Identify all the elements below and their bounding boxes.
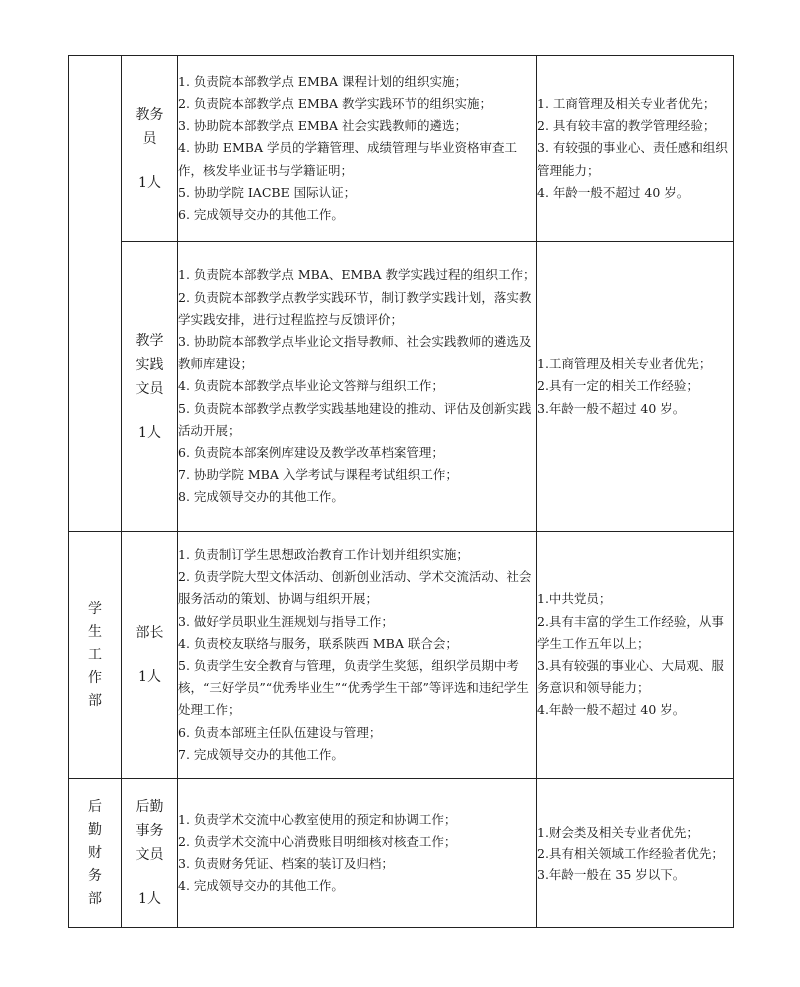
requirement-item: 2. 具有较丰富的教学管理经验； xyxy=(537,118,716,134)
requirements-cell xyxy=(537,56,734,242)
table-row xyxy=(69,532,734,779)
duty-item: 3. 做好学员职业生涯规划与指导工作； xyxy=(178,613,394,629)
requirements-cell xyxy=(537,532,734,779)
duty-item: 3. 负责财务凭证、档案的装订及归档； xyxy=(178,856,394,871)
table-row xyxy=(69,779,734,928)
headcount: 1人 xyxy=(138,424,161,441)
requirement-item: 3.年龄一般在 35 岁以下。 xyxy=(537,866,686,882)
duties-cell xyxy=(178,242,537,532)
duties-cell xyxy=(178,779,537,928)
requirement-item: 3. 有较强的事业心、责任感和组织管理能力； xyxy=(537,140,728,178)
requirement-item: 3.具有较强的事业心、大局观、服务意识和领导能力； xyxy=(537,658,724,696)
duty-item: 5. 负责学生安全教育与管理，负责学生奖惩，组织学员期中考核，“三好学员”“优秀毕业生”“优秀学生干部”等评选和违纪学生处理工作； xyxy=(178,658,529,718)
duty-item: 3. 协助院本部教学点毕业论文指导教师、社会实践教师的遴选及教师库建设； xyxy=(178,333,532,372)
department-cell xyxy=(69,56,122,532)
requirement-item: 2.具有一定的相关工作经验； xyxy=(537,378,699,394)
headcount: 1人 xyxy=(138,891,161,907)
requirements-cell xyxy=(537,242,734,532)
position-name: 部长 xyxy=(135,625,164,641)
duty-item: 5. 负责院本部教学点教学实践基地建设的推动、评估及创新实践活动开展； xyxy=(178,400,532,438)
duties-cell xyxy=(178,56,537,242)
requirement-item: 1. 工商管理及相关专业者优先； xyxy=(537,95,716,111)
requirement-item: 4. 年龄一般不超过 40 岁。 xyxy=(537,184,690,200)
department-name: 学生工作部 xyxy=(88,600,102,709)
duty-item: 2. 负责院本部教学点 EMBA 教学实践环节的组织实施； xyxy=(178,95,492,111)
requirement-item: 1.工商管理及相关专业者优先； xyxy=(537,356,712,372)
position-name: 教学实践文员 xyxy=(135,332,164,397)
duty-item: 4. 负责校友联络与服务，联系陕西 MBA 联合会； xyxy=(178,635,458,651)
duty-item: 4. 完成领导交办的其他工作。 xyxy=(178,878,344,894)
department-cell xyxy=(69,779,122,928)
department-name: 后勤财务部 xyxy=(88,798,102,907)
duty-item: 1. 负责院本部教学点 MBA、EMBA 教学实践过程的组织工作； xyxy=(178,267,536,283)
duty-item: 3. 协助院本部教学点 EMBA 社会实践教师的遴选； xyxy=(178,118,467,134)
requirements-cell xyxy=(537,779,734,928)
position-name: 教务员 xyxy=(135,106,164,147)
position-cell xyxy=(122,56,178,242)
duty-item: 5. 协助学院 IACBE 国际认证； xyxy=(178,184,357,200)
duty-item: 8. 完成领导交办的其他工作。 xyxy=(178,489,344,505)
duty-item: 1. 负责院本部教学点 EMBA 课程计划的组织实施； xyxy=(178,73,467,89)
duty-item: 2. 负责院本部教学点教学实践环节，制订教学实践计划，落实教学实践安排，进行过程监控与反馈评价； xyxy=(178,289,532,327)
recruitment-table xyxy=(68,55,734,928)
duty-item: 6. 负责本部班主任队伍建设与管理； xyxy=(178,724,382,740)
duty-item: 1. 负责制订学生思想政治教育工作计划并组织实施； xyxy=(178,546,469,562)
duty-item: 1. 负责学术交流中心教室使用的预定和协调工作； xyxy=(178,811,457,827)
headcount: 1人 xyxy=(138,174,161,191)
table-row xyxy=(69,56,734,242)
table-row xyxy=(69,242,734,532)
department-cell xyxy=(69,532,122,779)
duty-item: 2. 负责学术交流中心消费账目明细核对核查工作； xyxy=(178,833,457,849)
requirement-item: 2.具有丰富的学生工作经验，从事学生工作五年以上； xyxy=(537,613,724,651)
duties-cell xyxy=(178,532,537,779)
position-cell xyxy=(122,532,178,779)
requirement-item: 4.年龄一般不超过 40 岁。 xyxy=(537,702,686,718)
duty-item: 7. 完成领导交办的其他工作。 xyxy=(178,746,344,762)
requirement-item: 1.中共党员； xyxy=(537,591,612,607)
duty-item: 4. 协助 EMBA 学员的学籍管理、成绩管理与毕业资格审查工作，核发毕业证书与学籍证明； xyxy=(178,140,517,178)
requirement-item: 2.具有相关领域工作经验者优先； xyxy=(537,845,724,861)
requirement-item: 3.年龄一般不超过 40 岁。 xyxy=(537,400,686,416)
duty-item: 2. 负责学院大型文体活动、创新创业活动、学术交流活动、社会服务活动的策划、协调与组织开展； xyxy=(178,569,532,607)
position-cell xyxy=(122,779,178,928)
headcount: 1人 xyxy=(138,669,161,685)
duty-item: 7. 协助学院 MBA 入学考试与课程考试组织工作； xyxy=(178,467,458,483)
duty-item: 6. 负责院本部案例库建设及教学改革档案管理； xyxy=(178,445,444,460)
duty-item: 6. 完成领导交办的其他工作。 xyxy=(178,207,344,222)
position-cell xyxy=(122,242,178,532)
requirement-item: 1.财会类及相关专业者优先； xyxy=(537,824,699,840)
position-name: 后勤事务文员 xyxy=(135,799,164,863)
duty-item: 4. 负责院本部教学点毕业论文答辩与组织工作； xyxy=(178,378,444,394)
